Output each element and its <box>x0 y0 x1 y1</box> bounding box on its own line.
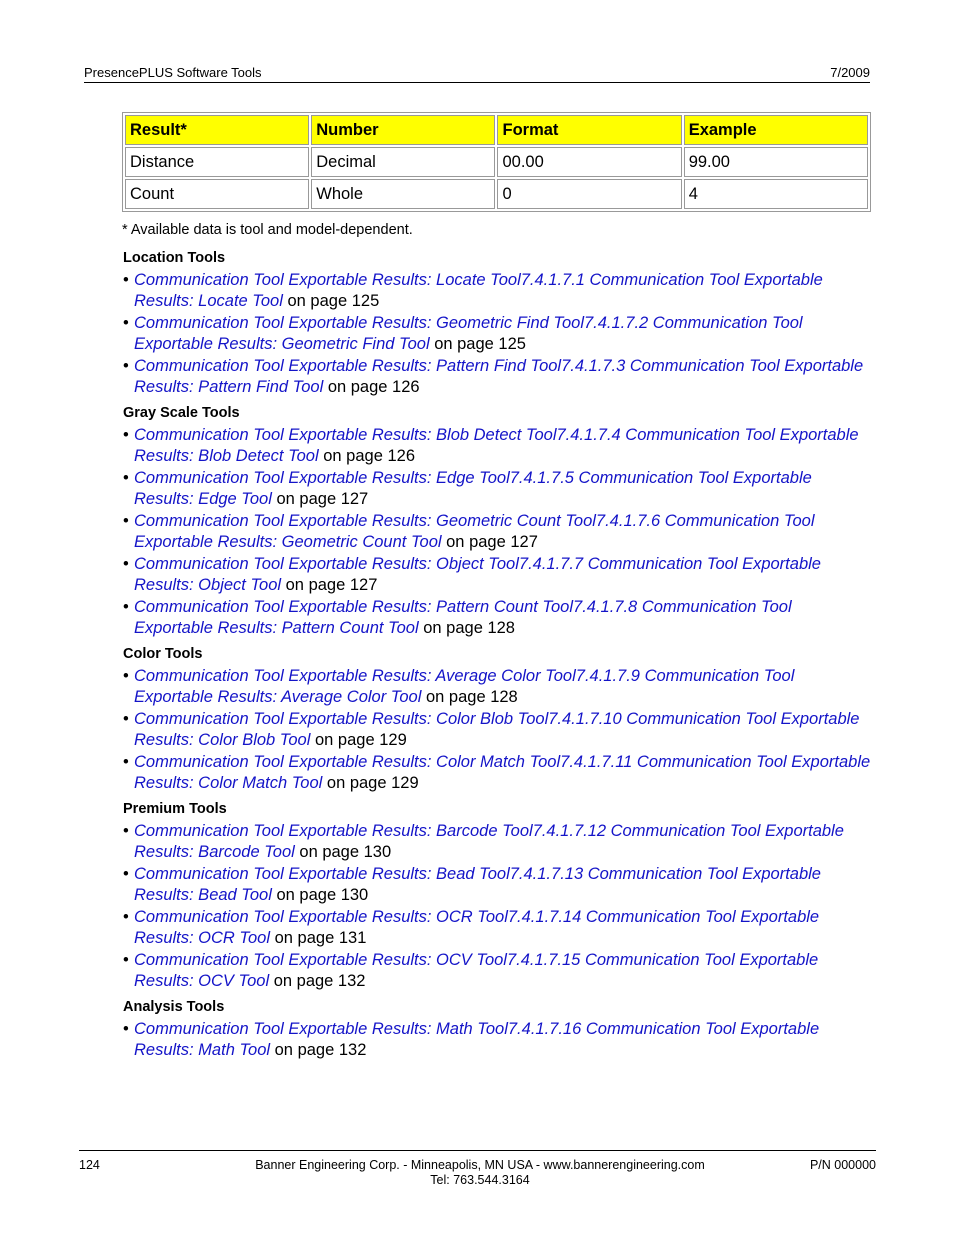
footer-divider <box>79 1150 876 1151</box>
list-item <box>123 511 873 552</box>
cross-reference-link[interactable]: Communication Tool Exportable Results: Edge Tool7.4.1.7.5 Communication Tool Exportable Results: Edge Tool <box>134 469 812 508</box>
bullet: • <box>123 1020 129 1038</box>
bullet: • <box>123 865 129 883</box>
cross-reference-link[interactable]: Communication Tool Exportable Results: Bead Tool7.4.1.7.13 Communication Tool Exportable Results: Bead Tool <box>134 865 821 904</box>
cross-reference-link[interactable]: Communication Tool Exportable Results: Geometric Count Tool7.4.1.7.6 Communication Tool Exportable Results: Geometric Count Tool <box>134 512 815 551</box>
footer-phone: Tel: 763.544.3164 <box>430 1173 530 1187</box>
table-cell: 0 <box>497 179 681 209</box>
bullet: • <box>123 512 129 530</box>
bullet: • <box>123 357 129 375</box>
table-header-cell: Format <box>497 115 681 145</box>
table-cell: Count <box>125 179 309 209</box>
section-heading: Color Tools <box>123 646 203 662</box>
bullet: • <box>123 555 129 573</box>
page-reference: on page 127 <box>441 532 538 551</box>
list-item <box>123 468 873 509</box>
list-item <box>123 270 873 311</box>
bullet: • <box>123 426 129 444</box>
header-date: 7/2009 <box>830 65 870 80</box>
page-reference: on page 125 <box>429 334 526 353</box>
page-reference: on page 130 <box>294 842 392 861</box>
bullet: • <box>123 667 129 685</box>
cross-reference-link[interactable]: Communication Tool Exportable Results: Object Tool7.4.1.7.7 Communication Tool Exportable Results: Object Tool <box>134 555 821 594</box>
cross-reference-link[interactable]: Communication Tool Exportable Results: Pattern Find Tool7.4.1.7.3 Communication Tool Exportable Results: Pattern Find Tool <box>134 357 864 396</box>
tool-sections <box>123 248 873 1066</box>
list-item <box>123 425 873 466</box>
bullet: • <box>123 314 129 332</box>
list-item <box>123 666 873 707</box>
list-item <box>123 597 873 638</box>
bullet: • <box>123 822 129 840</box>
link-list <box>123 270 873 397</box>
page-reference: on page 127 <box>281 575 378 594</box>
table-cell: Whole <box>311 179 495 209</box>
bullet: • <box>123 908 129 926</box>
table-cell: 00.00 <box>497 147 681 177</box>
page-reference: on page 130 <box>271 885 369 904</box>
section-heading: Analysis Tools <box>123 999 225 1015</box>
list-item <box>123 709 873 750</box>
cross-reference-link[interactable]: Communication Tool Exportable Results: Locate Tool7.4.1.7.1 Communication Tool Exportable Results: Locate Tool <box>134 271 823 310</box>
section-heading: Premium Tools <box>123 801 227 817</box>
bullet: • <box>123 951 129 969</box>
list-item <box>123 950 873 991</box>
page-number: 124 <box>79 1158 100 1172</box>
page-reference: on page 129 <box>310 730 407 749</box>
table-row <box>125 179 868 209</box>
part-number: P/N 000000 <box>809 1158 876 1172</box>
cross-reference-link[interactable]: Communication Tool Exportable Results: OCV Tool7.4.1.7.15 Communication Tool Exportable Results: OCV Tool <box>134 951 819 990</box>
list-item <box>123 554 873 595</box>
link-list <box>123 425 873 638</box>
page-reference: on page 125 <box>282 291 380 310</box>
table-cell: Distance <box>125 147 309 177</box>
section-heading: Gray Scale Tools <box>123 405 240 421</box>
cross-reference-link[interactable]: Communication Tool Exportable Results: Pattern Count Tool7.4.1.7.8 Communication Tool Exportable Results: Pattern Count Tool <box>134 598 792 637</box>
cross-reference-link[interactable]: Communication Tool Exportable Results: OCR Tool7.4.1.7.14 Communication Tool Exportable Results: OCR Tool <box>134 908 820 947</box>
cross-reference-link[interactable]: Communication Tool Exportable Results: Color Blob Tool7.4.1.7.10 Communication Tool Exportable Results: Color Blob Tool <box>134 710 860 749</box>
table-header-cell: Number <box>311 115 495 145</box>
table-cell: 99.00 <box>684 147 868 177</box>
page-reference: on page 126 <box>318 446 415 465</box>
page-reference: on page 128 <box>418 618 515 637</box>
page-header <box>84 62 870 83</box>
section-heading: Location Tools <box>123 250 226 266</box>
footer-company <box>220 1158 740 1188</box>
header-title: PresencePLUS Software Tools <box>84 65 262 80</box>
list-item <box>123 313 873 354</box>
table-cell: 4 <box>684 179 868 209</box>
page-reference: on page 129 <box>322 773 419 792</box>
cross-reference-link[interactable]: Communication Tool Exportable Results: Math Tool7.4.1.7.16 Communication Tool Exportable Results: Math Tool <box>134 1020 820 1059</box>
page-reference: on page 132 <box>269 971 366 990</box>
cross-reference-link[interactable]: Communication Tool Exportable Results: Geometric Find Tool7.4.1.7.2 Communication Tool Exportable Results: Geometric Find Tool <box>134 314 803 353</box>
bullet: • <box>123 753 129 771</box>
page-reference: on page 126 <box>323 377 420 396</box>
bullet: • <box>123 598 129 616</box>
table-footnote: * Available data is tool and model-dependent. <box>122 222 413 238</box>
cross-reference-link[interactable]: Communication Tool Exportable Results: Average Color Tool7.4.1.7.9 Communication Tool Exportable Results: Average Color Tool <box>134 667 795 706</box>
link-list <box>123 821 873 991</box>
list-item <box>123 864 873 905</box>
bullet: • <box>123 710 129 728</box>
table-header-cell: Result* <box>125 115 309 145</box>
cross-reference-link[interactable]: Communication Tool Exportable Results: Blob Detect Tool7.4.1.7.4 Communication Tool Exportable Results: Blob Detect Tool <box>134 426 859 465</box>
table-header-row <box>125 115 868 145</box>
page-reference: on page 131 <box>270 928 367 947</box>
page-reference: on page 127 <box>271 489 369 508</box>
table-row <box>125 147 868 177</box>
table-cell: Decimal <box>311 147 495 177</box>
bullet: • <box>123 469 129 487</box>
link-list <box>123 666 873 793</box>
list-item <box>123 1019 873 1060</box>
results-table <box>122 112 871 212</box>
page-reference: on page 132 <box>270 1040 367 1059</box>
page-reference: on page 128 <box>421 687 518 706</box>
table-header-cell: Example <box>684 115 868 145</box>
cross-reference-link[interactable]: Communication Tool Exportable Results: Barcode Tool7.4.1.7.12 Communication Tool Exportable Results: Barcode Tool <box>134 822 844 861</box>
list-item <box>123 821 873 862</box>
footer-address: Banner Engineering Corp. - Minneapolis, MN USA - www.bannerengineering.com <box>255 1158 705 1172</box>
list-item <box>123 907 873 948</box>
link-list <box>123 1019 873 1060</box>
bullet: • <box>123 271 129 289</box>
cross-reference-link[interactable]: Communication Tool Exportable Results: Color Match Tool7.4.1.7.11 Communication Tool Exportable Results: Color Match Tool <box>134 753 871 792</box>
list-item <box>123 356 873 397</box>
list-item <box>123 752 873 793</box>
